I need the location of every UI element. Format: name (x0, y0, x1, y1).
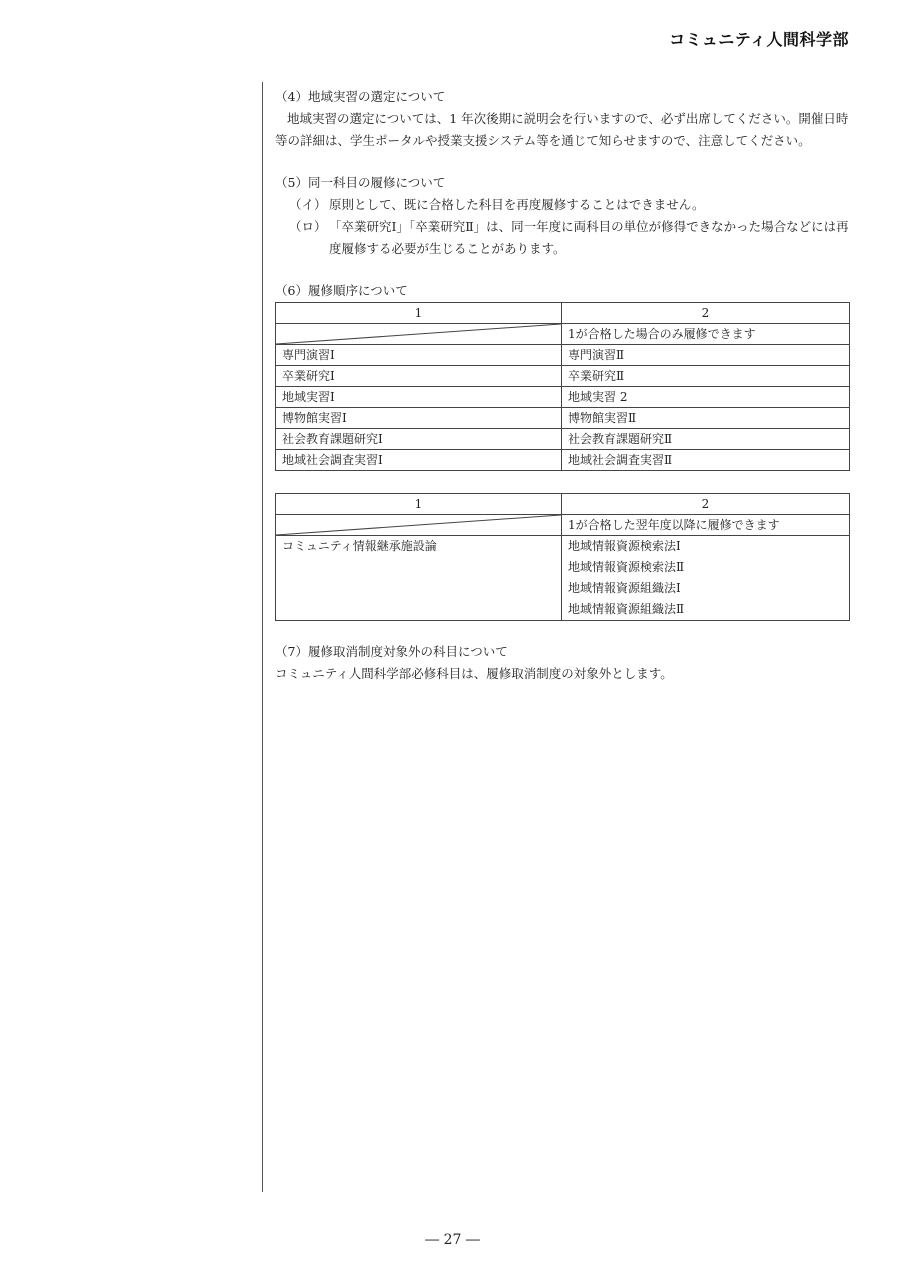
section-4-heading: （4）地域実習の選定について (275, 89, 446, 104)
table-row (276, 387, 850, 408)
subsequent-course-list (562, 536, 850, 621)
diagonal-cell (276, 324, 562, 345)
table-row (276, 345, 850, 366)
section-5-item-b (289, 216, 850, 260)
prerequisite-course: コミュニティ情報継承施設論 (276, 536, 562, 621)
subsequent-course: 地域社会調査実習Ⅱ (562, 450, 850, 471)
sequence-table-2 (275, 493, 850, 621)
table-note-row (276, 515, 850, 536)
subsequent-course: 卒業研究Ⅱ (562, 366, 850, 387)
table-header-row (276, 303, 850, 324)
item-mark: （ロ） (289, 219, 327, 234)
subsequent-course: 専門演習Ⅱ (562, 345, 850, 366)
diagonal-cell (276, 515, 562, 536)
subsequent-course: 地域情報資源検索法Ⅱ (568, 560, 685, 574)
table-row (276, 536, 850, 621)
col-2-header: 2 (562, 494, 850, 515)
col-1-header: 1 (276, 303, 562, 324)
table-row (276, 450, 850, 471)
condition-note: 1が合格した場合のみ履修できます (562, 324, 850, 345)
section-7-text: コミュニティ人間科学部必修科目は、履修取消制度の対象外とします。 (275, 666, 673, 681)
item-mark: （イ） (289, 197, 327, 212)
section-5-heading: （5）同一科目の履修について (275, 175, 446, 190)
faculty-header-title: コミュニティ人間科学部 (669, 30, 849, 49)
prerequisite-course: 地域社会調査実習Ⅰ (276, 450, 562, 471)
main-content (275, 86, 850, 685)
table-row (276, 408, 850, 429)
prerequisite-course: 博物館実習Ⅰ (276, 408, 562, 429)
col-2-header: 2 (562, 303, 850, 324)
item-text: 「卒業研究Ⅰ」「卒業研究Ⅱ」は、同一年度に両科目の単位が修得できなかった場合などには再度履修する必要が生じることがあります。 (329, 219, 849, 256)
prerequisite-course: 社会教育課題研究Ⅰ (276, 429, 562, 450)
subsequent-course: 地域実習 2 (562, 387, 850, 408)
prerequisite-course: 専門演習Ⅰ (276, 345, 562, 366)
table-header-row (276, 494, 850, 515)
col-1-header: 1 (276, 494, 562, 515)
table-note-row (276, 324, 850, 345)
condition-note: 1が合格した翌年度以降に履修できます (562, 515, 850, 536)
table-row (276, 366, 850, 387)
item-text: 原則として、既に合格した科目を再度履修することはできません。 (329, 197, 705, 212)
subsequent-course: 社会教育課題研究Ⅱ (562, 429, 850, 450)
margin-rule (262, 82, 263, 1192)
page-number: ― 27 ― (425, 1232, 480, 1248)
subsequent-course: 博物館実習Ⅱ (562, 408, 850, 429)
section-5-item-a (289, 194, 850, 216)
section-4-paragraph: 地域実習の選定については、1 年次後期に説明会を行いますので、必ず出席してください。開催日時等の詳細は、学生ポータルや授業支援システム等を通じて知らせますので、注意してください。 (275, 111, 849, 148)
table-row (276, 429, 850, 450)
subsequent-course: 地域情報資源検索法Ⅰ (568, 539, 681, 553)
prerequisite-course: 卒業研究Ⅰ (276, 366, 562, 387)
subsequent-course: 地域情報資源組織法Ⅰ (568, 581, 681, 595)
section-6-heading: （6）履修順序について (275, 283, 408, 298)
subsequent-course: 地域情報資源組織法Ⅱ (568, 602, 685, 616)
sequence-table-1 (275, 302, 850, 471)
prerequisite-course: 地域実習Ⅰ (276, 387, 562, 408)
section-7-heading: （7）履修取消制度対象外の科目について (275, 644, 508, 659)
